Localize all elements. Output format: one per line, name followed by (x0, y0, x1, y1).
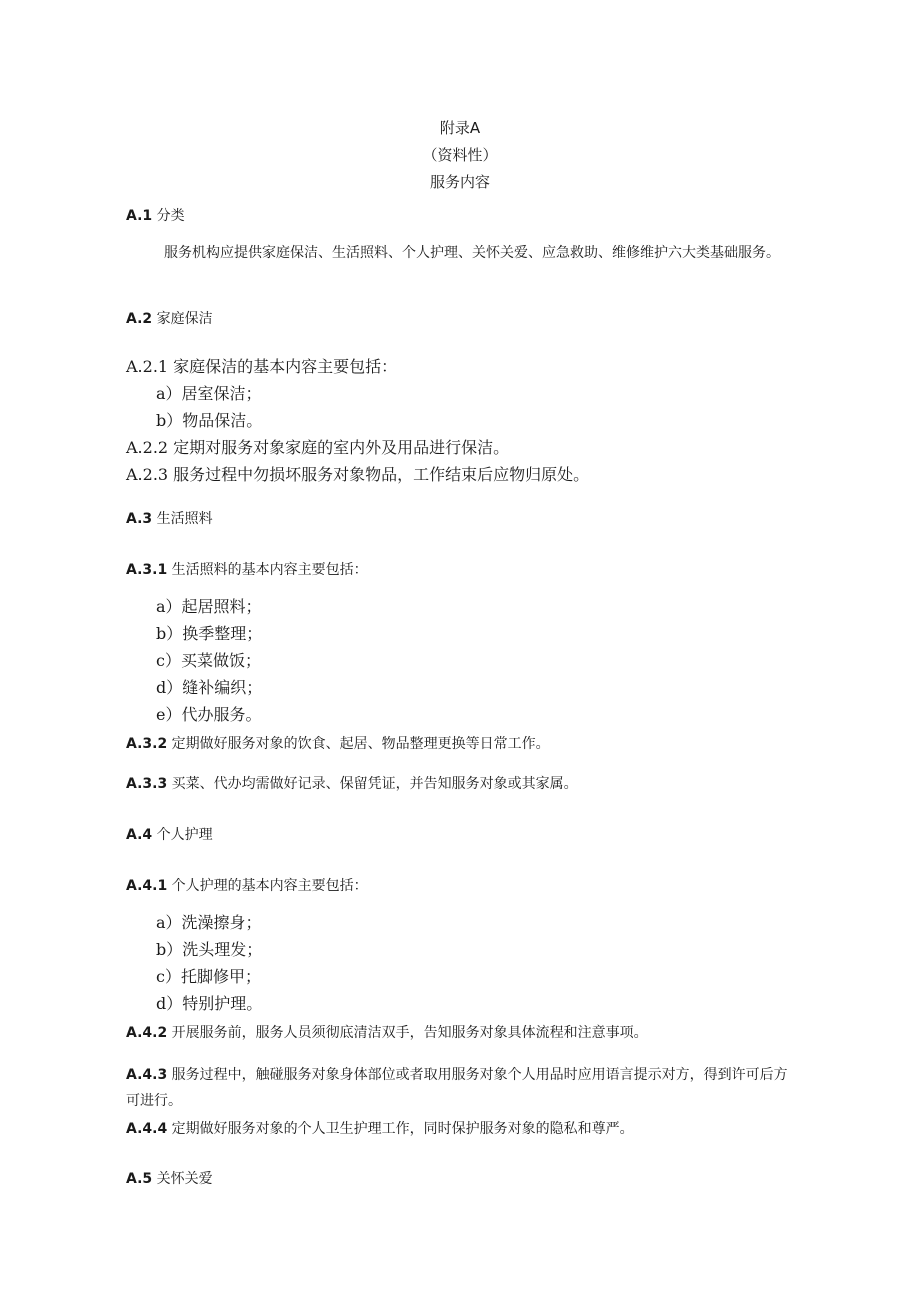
clause-a3-2 (126, 732, 550, 756)
clause-number: A.4.2 (126, 1025, 168, 1041)
section-title: 关怀关爱 (156, 1171, 213, 1187)
section-number: A.1 (126, 208, 153, 224)
clause-a2-2: A.2.2 定期对服务对象家庭的室内外及用品进行保洁。 (126, 438, 510, 457)
list-item: a）居室保洁； (156, 384, 262, 403)
section-heading-a2 (126, 309, 213, 329)
section-heading-a1 (126, 206, 185, 226)
section-heading-a3 (126, 509, 213, 529)
clause-number: A.3.1 (126, 562, 168, 578)
section-heading-a5 (126, 1169, 213, 1189)
list-item: b）洗头理发； (156, 940, 263, 959)
clause-a3-3 (126, 772, 578, 796)
clause-a2-1: A.2.1 家庭保洁的基本内容主要包括： (126, 357, 398, 376)
clause-number: A.3.2 (126, 736, 168, 752)
list-item: b）换季整理； (156, 624, 263, 643)
clause-a4-2 (126, 1021, 648, 1045)
section-title: 个人护理 (156, 827, 213, 843)
appendix-title: 服务内容 (429, 173, 490, 191)
list-item: d）缝补编织； (156, 678, 263, 697)
section-title: 家庭保洁 (156, 311, 213, 327)
section-heading-a4 (126, 825, 213, 845)
a1-paragraph: 服务机构应提供家庭保洁、生活照料、个人护理、关怀关爱、应急救助、维修维护六大类基础服务。 (164, 245, 780, 261)
appendix-label: 附录A (439, 119, 481, 137)
list-item: a）起居照料； (156, 597, 262, 616)
list-item: a）洗澡擦身； (156, 913, 262, 932)
clause-text: 服务过程中，触碰服务对象身体部位或者取用服务对象个人用品时应用语言提示对方，得到许可后方可进行。 (126, 1067, 788, 1109)
clause-a4-4 (126, 1117, 634, 1141)
clause-text: 定期做好服务对象的饮食、起居、物品整理更换等日常工作。 (171, 736, 550, 752)
clause-a2-3: A.2.3 服务过程中勿损坏服务对象物品，工作结束后应物归原处。 (126, 465, 590, 484)
clause-text: 定期做好服务对象的个人卫生护理工作，同时保护服务对象的隐私和尊严。 (171, 1121, 634, 1137)
section-number: A.5 (126, 1171, 153, 1187)
section-number: A.4 (126, 827, 153, 843)
clause-text: 开展服务前，服务人员须彻底清洁双手，告知服务对象具体流程和注意事项。 (171, 1025, 648, 1041)
clause-text: 买菜、代办均需做好记录、保留凭证，并告知服务对象或其家属。 (171, 776, 578, 792)
list-item: d）特别护理。 (156, 994, 263, 1013)
list-item: b）物品保洁。 (156, 411, 263, 430)
clause-number: A.4.1 (126, 878, 168, 894)
clause-number: A.3.3 (126, 776, 168, 792)
clause-a4-1 (126, 874, 368, 898)
clause-a3-1 (126, 558, 368, 582)
clause-text: 生活照料的基本内容主要包括： (171, 562, 368, 578)
clause-a4-3 (126, 1062, 796, 1114)
list-item: c）买菜做饭； (156, 651, 261, 670)
section-title: 生活照料 (156, 511, 213, 527)
appendix-nature: （资料性） (422, 146, 498, 164)
clause-text: 个人护理的基本内容主要包括： (171, 878, 368, 894)
clause-number: A.4.3 (126, 1067, 168, 1083)
clause-number: A.4.4 (126, 1121, 168, 1137)
section-number: A.2 (126, 311, 153, 327)
section-title: 分类 (156, 208, 185, 224)
section-number: A.3 (126, 511, 153, 527)
list-item: e）代办服务。 (156, 705, 262, 724)
list-item: c）托脚修甲； (156, 967, 261, 986)
